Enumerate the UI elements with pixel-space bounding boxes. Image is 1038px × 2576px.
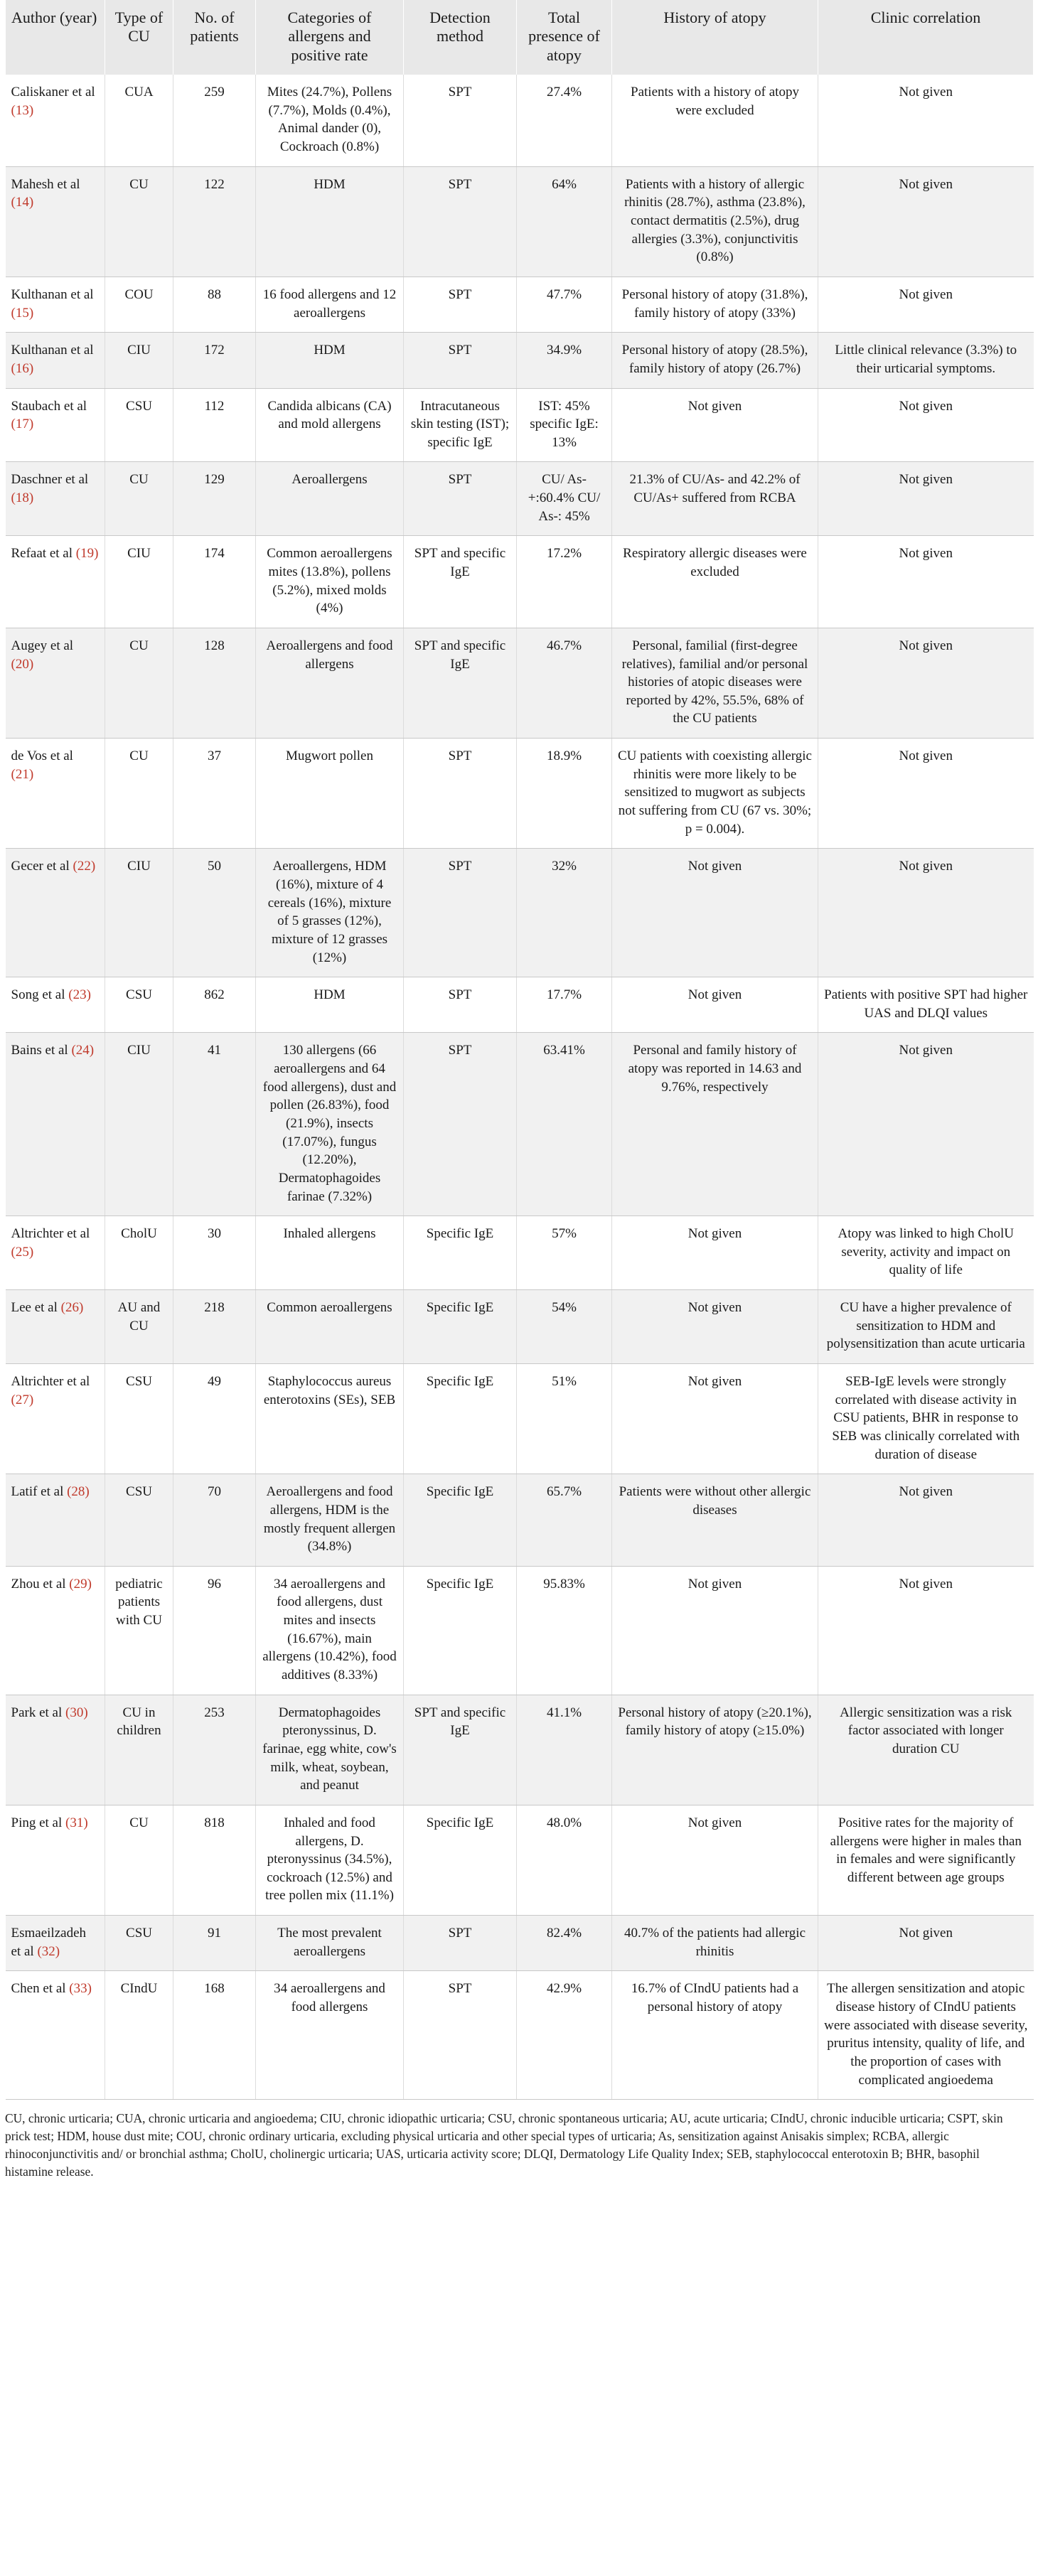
cell-history: Personal history of atopy (≥20.1%), family history of atopy (≥15.0%) [612, 1695, 818, 1805]
table-header [6, 0, 1034, 75]
cell-presence: 42.9% [517, 1971, 612, 2100]
cell-categories: Aeroallergens [256, 462, 404, 536]
reference-link[interactable]: (29) [69, 1576, 92, 1592]
cell-author [6, 1364, 105, 1474]
author-name: Caliskaner et al [11, 85, 95, 100]
cell-history: CU patients with coexisting allergic rhinitis were more likely to be sensitized to mugwort as subjects not suffering from CU (67 vs. 30%; p = 0.004). [612, 739, 818, 849]
cell-type: CU in children [105, 1695, 173, 1805]
cell-history: Personal, familial (first-degree relatives), familial and/or personal histories of atopic diseases were reported by 42%, 55.5%, 68% of the CU patients [612, 628, 818, 738]
cell-presence: 47.7% [517, 277, 612, 332]
cell-presence: CU/ As- +:60.4% CU/ As-: 45% [517, 462, 612, 536]
table-body [6, 75, 1034, 2100]
table-row [6, 1695, 1034, 1805]
reference-link[interactable]: (19) [75, 546, 99, 562]
cell-categories: Aeroallergens, HDM (16%), mixture of 4 cereals (16%), mixture of 5 grasses (12%), mixture of 12 grasses (12%) [256, 849, 404, 977]
cell-correlation: Not given [818, 462, 1034, 536]
cell-correlation: Not given [818, 849, 1034, 977]
cell-type: CSU [105, 1916, 173, 1971]
cell-categories: Mites (24.7%), Pollens (7.7%), Molds (0.4%), Animal dander (0), Cockroach (0.8%) [256, 75, 404, 166]
table-row [6, 1364, 1034, 1474]
cell-correlation: SEB-IgE levels were strongly correlated with disease activity in CSU patients, BHR in response to SEB was clinically correlated with duration of disease [818, 1364, 1034, 1474]
cell-method: SPT and specific IgE [404, 536, 517, 628]
cell-type: CholU [105, 1216, 173, 1290]
table-row [6, 1805, 1034, 1915]
cell-method: SPT [404, 333, 517, 388]
cell-author [6, 1916, 105, 1971]
author-name: Bains et al [11, 1043, 68, 1058]
cell-correlation: CU have a higher prevalence of sensitization to HDM and polysensitization than acute urticaria [818, 1290, 1034, 1364]
cell-author [6, 1216, 105, 1290]
cell-correlation: Not given [818, 166, 1034, 277]
header-method: Detection method [404, 0, 517, 75]
cell-presence: 57% [517, 1216, 612, 1290]
cell-categories: Candida albicans (CA) and mold allergens [256, 388, 404, 462]
cell-correlation: Patients with positive SPT had higher UAS and DLQI values [818, 977, 1034, 1033]
cell-author [6, 1566, 105, 1695]
cell-author [6, 628, 105, 738]
cell-presence: 27.4% [517, 75, 612, 166]
reference-link[interactable]: (21) [11, 766, 34, 782]
cell-type: CSU [105, 977, 173, 1033]
reference-link[interactable]: (22) [73, 859, 96, 874]
author-name: Augey et al [11, 638, 74, 653]
cell-method: Intracutaneous skin testing (IST); specific IgE [404, 388, 517, 462]
cell-author [6, 849, 105, 977]
author-name: Kulthanan et al [11, 286, 94, 302]
table-row [6, 739, 1034, 849]
cell-author [6, 1805, 105, 1915]
header-author: Author (year) [6, 0, 105, 75]
cell-history: Personal and family history of atopy was reported in 14.63 and 9.76%, respectively [612, 1033, 818, 1216]
cell-method: SPT [404, 1916, 517, 1971]
cell-patients: 259 [173, 75, 256, 166]
author-name: Park et al [11, 1705, 63, 1720]
cell-patients: 862 [173, 977, 256, 1033]
cell-type: CU [105, 739, 173, 849]
cell-history: 16.7% of CIndU patients had a personal history of atopy [612, 1971, 818, 2100]
author-name: Lee et al [11, 1300, 58, 1316]
header-history: History of atopy [612, 0, 818, 75]
author-name: Latif et al [11, 1484, 64, 1500]
cell-patients: 30 [173, 1216, 256, 1290]
cell-presence: 63.41% [517, 1033, 612, 1216]
cell-type: CU [105, 166, 173, 277]
table-row [6, 1216, 1034, 1290]
author-name: Altrichter et al [11, 1226, 90, 1242]
cell-patients: 112 [173, 388, 256, 462]
table-row [6, 277, 1034, 332]
cell-history: Personal history of atopy (28.5%), family history of atopy (26.7%) [612, 333, 818, 388]
cell-method: SPT [404, 849, 517, 977]
cell-correlation: Allergic sensitization was a risk factor associated with longer duration CU [818, 1695, 1034, 1805]
cell-method: SPT and specific IgE [404, 1695, 517, 1805]
cell-categories: Inhaled and food allergens, D. pteronyssinus (34.5%), cockroach (12.5%) and tree pollen mix (11.1%) [256, 1805, 404, 1915]
cell-history: Respiratory allergic diseases were excluded [612, 536, 818, 628]
cell-presence: 51% [517, 1364, 612, 1474]
cell-correlation: Not given [818, 739, 1034, 849]
cell-categories: Common aeroallergens [256, 1290, 404, 1364]
cell-history: Not given [612, 1364, 818, 1474]
header-patients: No. of patients [173, 0, 256, 75]
cell-method: SPT [404, 739, 517, 849]
cell-method: Specific IgE [404, 1566, 517, 1695]
cell-type: CSU [105, 1364, 173, 1474]
reference-link[interactable]: (14) [11, 195, 34, 210]
author-name: Altrichter et al [11, 1374, 90, 1390]
cell-patients: 91 [173, 1916, 256, 1971]
cell-method: SPT [404, 977, 517, 1033]
cell-correlation: Not given [818, 388, 1034, 462]
cell-categories: Staphylococcus aureus enterotoxins (SEs), SEB [256, 1364, 404, 1474]
table-row [6, 849, 1034, 977]
cell-method: SPT [404, 1971, 517, 2100]
reference-link[interactable]: (20) [11, 656, 34, 672]
cell-type: CIndU [105, 1971, 173, 2100]
cell-presence: 34.9% [517, 333, 612, 388]
cell-presence: 95.83% [517, 1566, 612, 1695]
author-name: Mahesh et al [11, 176, 80, 192]
cell-categories: HDM [256, 333, 404, 388]
cell-presence: 64% [517, 166, 612, 277]
reference-link[interactable]: (31) [65, 1815, 88, 1830]
cell-presence: 41.1% [517, 1695, 612, 1805]
cell-categories: Mugwort pollen [256, 739, 404, 849]
cell-categories: 130 allergens (66 aeroallergens and 64 food allergens), dust and pollen (26.83%), food (21.9%), insects (17.07%), fungus (12.20%), Dermatophagoides farinae (7.32%) [256, 1033, 404, 1216]
cell-author [6, 536, 105, 628]
cell-patients: 128 [173, 628, 256, 738]
author-name: Gecer et al [11, 859, 70, 874]
cell-method: Specific IgE [404, 1364, 517, 1474]
table-row [6, 166, 1034, 277]
table-row [6, 1290, 1034, 1364]
cell-categories: HDM [256, 166, 404, 277]
cell-correlation: Not given [818, 1474, 1034, 1567]
cell-type: CSU [105, 1474, 173, 1567]
cell-history: Not given [612, 1290, 818, 1364]
cell-categories: Aeroallergens and food allergens, HDM is the mostly frequent allergen (34.8%) [256, 1474, 404, 1567]
cell-categories: Aeroallergens and food allergens [256, 628, 404, 738]
cell-type: CIU [105, 849, 173, 977]
cell-presence: 32% [517, 849, 612, 977]
cell-method: Specific IgE [404, 1216, 517, 1290]
table-row [6, 628, 1034, 738]
cell-type: CIU [105, 1033, 173, 1216]
cell-author [6, 1971, 105, 2100]
cell-presence: 82.4% [517, 1916, 612, 1971]
author-name: Zhou et al [11, 1576, 66, 1592]
cell-author [6, 739, 105, 849]
table-row [6, 1916, 1034, 1971]
cell-method: SPT [404, 75, 517, 166]
cell-type: CIU [105, 536, 173, 628]
table-row [6, 1971, 1034, 2100]
cell-history: Personal history of atopy (31.8%), family history of atopy (33%) [612, 277, 818, 332]
cell-presence: 17.2% [517, 536, 612, 628]
cell-type: CU [105, 628, 173, 738]
cell-categories: The most prevalent aeroallergens [256, 1916, 404, 1971]
cell-author [6, 462, 105, 536]
cell-patients: 168 [173, 1971, 256, 2100]
cell-type: pediatric patients with CU [105, 1566, 173, 1695]
reference-link[interactable]: (25) [11, 1244, 34, 1260]
table-row [6, 1566, 1034, 1695]
reference-link[interactable]: (16) [11, 360, 34, 376]
table-row [6, 462, 1034, 536]
author-name: Refaat et al [11, 546, 73, 562]
cell-patients: 253 [173, 1695, 256, 1805]
table-row [6, 1474, 1034, 1567]
cell-presence: 46.7% [517, 628, 612, 738]
cell-presence: IST: 45% specific IgE: 13% [517, 388, 612, 462]
cell-presence: 48.0% [517, 1805, 612, 1915]
cell-history: Not given [612, 1805, 818, 1915]
cell-type: AU and CU [105, 1290, 173, 1364]
author-name: Ping et al [11, 1815, 63, 1830]
table-footnote: CU, chronic urticaria; CUA, chronic urticaria and angioedema; CIU, chronic idiopathic urticaria; CSU, chronic spontaneous urticaria; AU, acute urticaria; CIndU, chronic inducible urticaria; CSPT, skin prick test; HDM, house dust mite; COU, chronic ordinary urticaria, excluding physical urticaria and other special types of urticaria; As, sensitization against Anisakis simplex; RCBA, allergic rhinoconjunctivitis and/ or bronchial asthma; CholU, cholinergic urticaria; UAS, urticaria activity score; DLQI, Dermatology Life Quality Index; SEB, staphylococcal enterotoxin B; BHR, basophil histamine release. [5, 2111, 1003, 2179]
table-row [6, 536, 1034, 628]
cell-author [6, 1695, 105, 1805]
cell-presence: 65.7% [517, 1474, 612, 1567]
table-row [6, 75, 1034, 166]
cell-patients: 37 [173, 739, 256, 849]
cell-author [6, 333, 105, 388]
cell-patients: 172 [173, 333, 256, 388]
cell-patients: 218 [173, 1290, 256, 1364]
cell-presence: 17.7% [517, 977, 612, 1033]
cell-history: Not given [612, 388, 818, 462]
cell-history: Not given [612, 1216, 818, 1290]
cell-type: CU [105, 1805, 173, 1915]
cell-correlation: Not given [818, 1566, 1034, 1695]
atopy-table [5, 0, 1034, 2100]
cell-type: CU [105, 462, 173, 536]
author-name: Kulthanan et al [11, 343, 94, 358]
cell-author [6, 388, 105, 462]
table-row [6, 388, 1034, 462]
cell-author [6, 977, 105, 1033]
cell-method: Specific IgE [404, 1474, 517, 1567]
reference-link[interactable]: (33) [69, 1981, 92, 1997]
cell-history: Patients with a history of atopy were excluded [612, 75, 818, 166]
cell-history: Not given [612, 1566, 818, 1695]
author-name: de Vos et al [11, 748, 73, 764]
cell-categories: Dermatophagoides pteronyssinus, D. farinae, egg white, cow's milk, wheat, soybean, and peanut [256, 1695, 404, 1805]
header-presence: Total presence of atopy [517, 0, 612, 75]
cell-history: Patients with a history of allergic rhinitis (28.7%), asthma (23.8%), contact dermatitis (2.5%), drug allergies (3.3%), conjunctivitis (0.8%) [612, 166, 818, 277]
reference-link[interactable]: (18) [11, 490, 34, 506]
cell-author [6, 75, 105, 166]
cell-history: 40.7% of the patients had allergic rhinitis [612, 1916, 818, 1971]
cell-author [6, 1033, 105, 1216]
cell-presence: 18.9% [517, 739, 612, 849]
cell-patients: 41 [173, 1033, 256, 1216]
reference-link[interactable]: (13) [11, 102, 34, 118]
header-categories: Categories of allergens and positive rate [256, 0, 404, 75]
cell-patients: 70 [173, 1474, 256, 1567]
reference-link[interactable]: (32) [37, 1943, 60, 1959]
cell-author [6, 1290, 105, 1364]
cell-patients: 50 [173, 849, 256, 977]
cell-patients: 174 [173, 536, 256, 628]
cell-type: COU [105, 277, 173, 332]
cell-method: SPT [404, 1033, 517, 1216]
header-row [6, 0, 1034, 75]
author-name: Staubach et al [11, 398, 87, 414]
table-row [6, 977, 1034, 1033]
cell-categories: 34 aeroallergens and food allergens, dust mites and insects (16.67%), main allergens (10.42%), food additives (8.33%) [256, 1566, 404, 1695]
cell-method: Specific IgE [404, 1290, 517, 1364]
cell-correlation: Not given [818, 1033, 1034, 1216]
reference-link[interactable]: (26) [60, 1300, 84, 1316]
reference-link[interactable]: (28) [67, 1484, 90, 1500]
table-row [6, 1033, 1034, 1216]
cell-correlation: Not given [818, 536, 1034, 628]
reference-link[interactable]: (23) [68, 987, 91, 1003]
cell-patients: 129 [173, 462, 256, 536]
cell-correlation: The allergen sensitization and atopic disease history of CIndU patients were associated with disease severity, pruritus intensity, quality of life, and the proportion of cases with complicated angioedema [818, 1971, 1034, 2100]
cell-type: CSU [105, 388, 173, 462]
cell-method: SPT [404, 462, 517, 536]
cell-correlation: Atopy was linked to high CholU severity, activity and impact on quality of life [818, 1216, 1034, 1290]
author-name: Daschner et al [11, 472, 89, 488]
cell-method: SPT [404, 277, 517, 332]
header-correlation: Clinic correlation [818, 0, 1034, 75]
cell-patients: 96 [173, 1566, 256, 1695]
cell-type: CIU [105, 333, 173, 388]
cell-method: Specific IgE [404, 1805, 517, 1915]
cell-history: Patients were without other allergic diseases [612, 1474, 818, 1567]
reference-link[interactable]: (30) [65, 1705, 88, 1720]
header-type: Type of CU [105, 0, 173, 75]
cell-author [6, 166, 105, 277]
cell-history: Not given [612, 849, 818, 977]
cell-categories: HDM [256, 977, 404, 1033]
cell-method: SPT [404, 166, 517, 277]
reference-link[interactable]: (15) [11, 305, 34, 321]
cell-categories: 16 food allergens and 12 aeroallergens [256, 277, 404, 332]
cell-type: CUA [105, 75, 173, 166]
cell-correlation: Positive rates for the majority of allergens were higher in males than in females and were significantly different between age groups [818, 1805, 1034, 1915]
table-row [6, 333, 1034, 388]
cell-correlation: Not given [818, 1916, 1034, 1971]
reference-link[interactable]: (24) [71, 1043, 95, 1058]
cell-patients: 49 [173, 1364, 256, 1474]
cell-correlation: Not given [818, 277, 1034, 332]
author-name: Song et al [11, 987, 65, 1003]
cell-patients: 818 [173, 1805, 256, 1915]
cell-categories: Common aeroallergens mites (13.8%), pollens (5.2%), mixed molds (4%) [256, 536, 404, 628]
reference-link[interactable]: (17) [11, 417, 34, 432]
cell-categories: 34 aeroallergens and food allergens [256, 1971, 404, 2100]
author-name: Esmaeilzadeh et al [11, 1926, 87, 1959]
cell-history: 21.3% of CU/As- and 42.2% of CU/As+ suffered from RCBA [612, 462, 818, 536]
cell-history: Not given [612, 977, 818, 1033]
cell-author [6, 1474, 105, 1567]
cell-correlation: Not given [818, 75, 1034, 166]
cell-correlation: Little clinical relevance (3.3%) to their urticarial symptoms. [818, 333, 1034, 388]
author-name: Chen et al [11, 1981, 66, 1997]
cell-method: SPT and specific IgE [404, 628, 517, 738]
cell-author [6, 277, 105, 332]
reference-link[interactable]: (27) [11, 1392, 34, 1407]
cell-presence: 54% [517, 1290, 612, 1364]
cell-correlation: Not given [818, 628, 1034, 738]
cell-categories: Inhaled allergens [256, 1216, 404, 1290]
cell-patients: 122 [173, 166, 256, 277]
cell-patients: 88 [173, 277, 256, 332]
